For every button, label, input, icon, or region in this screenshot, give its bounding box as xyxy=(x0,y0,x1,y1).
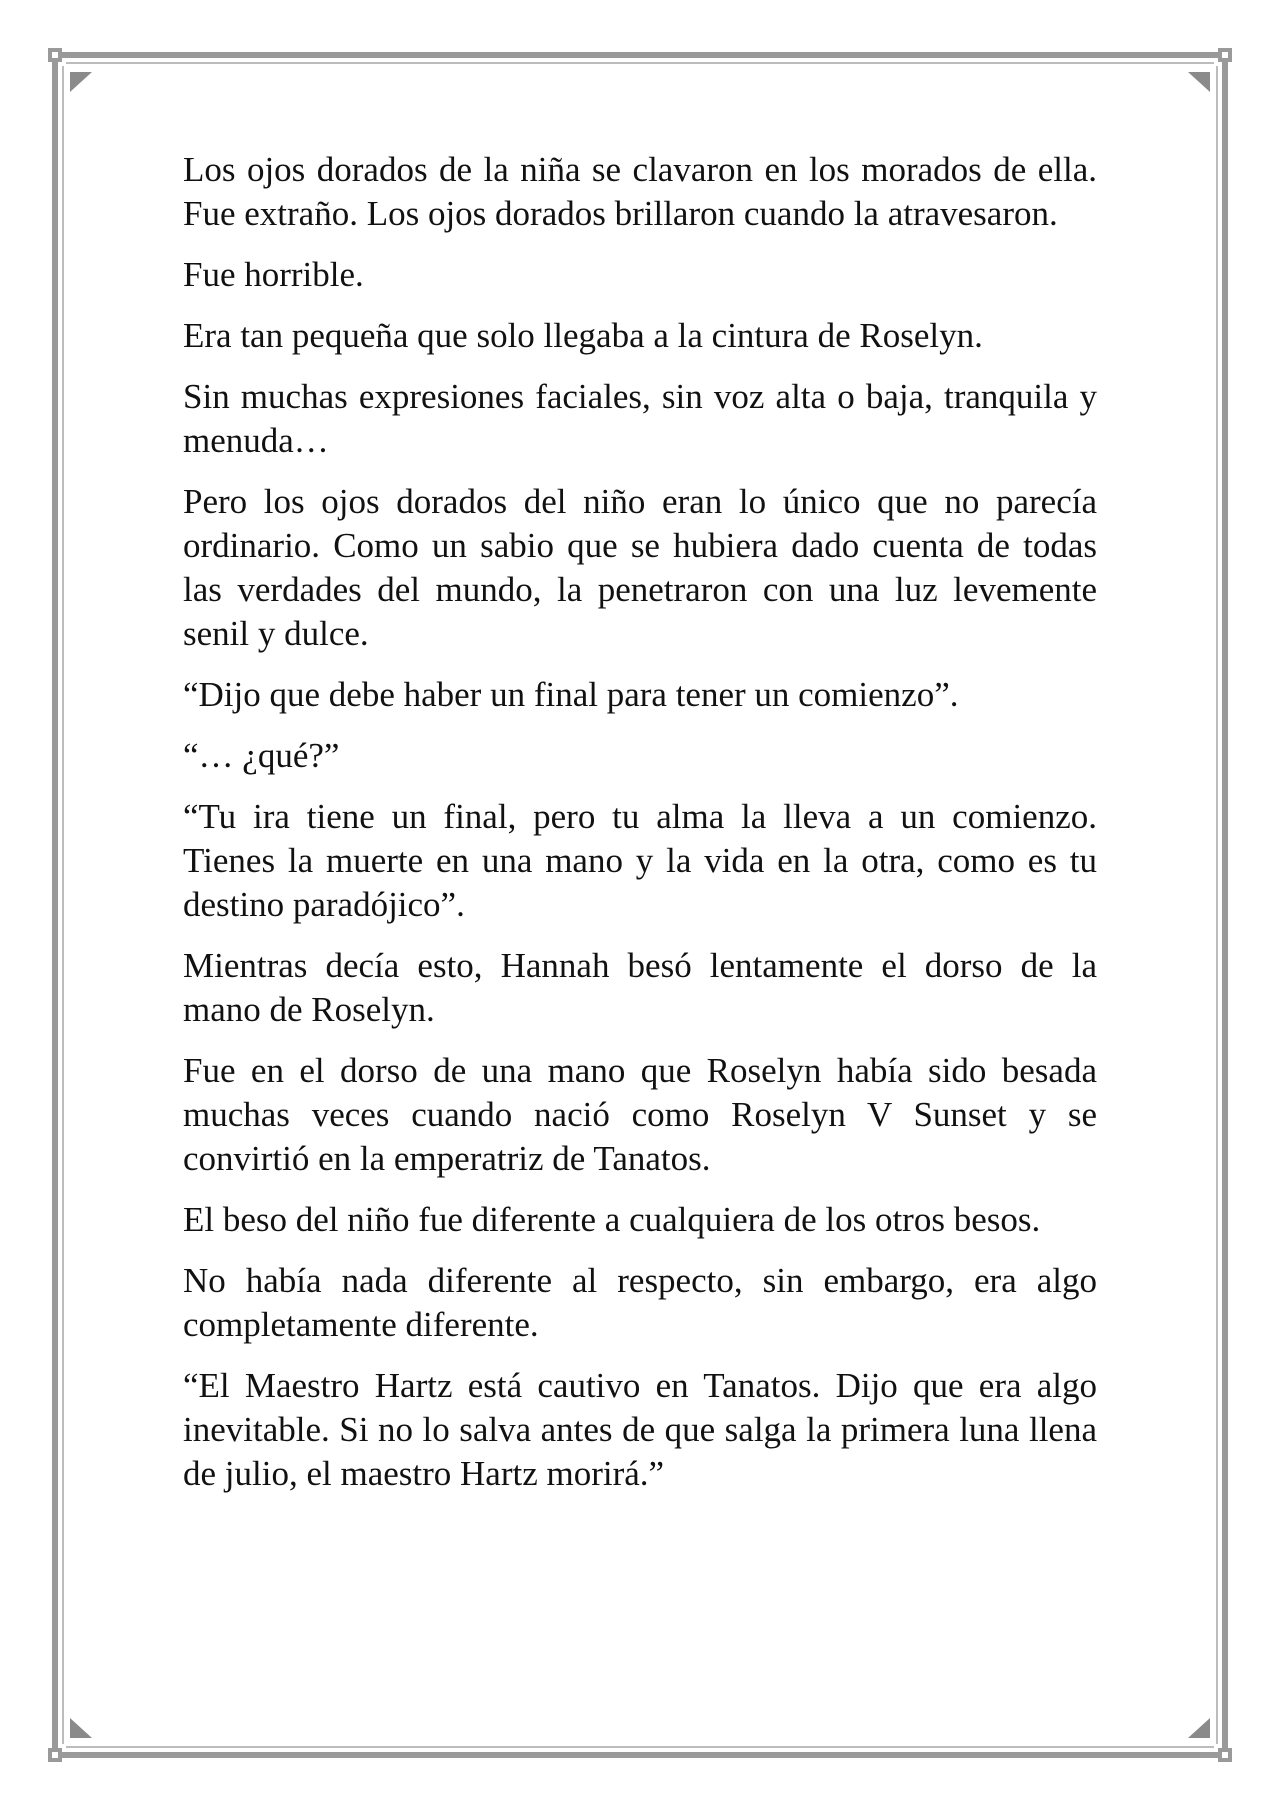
paragraph-4: Sin muchas expresiones faciales, sin voz alta o baja, tranquila y menuda… xyxy=(183,377,1097,460)
paragraph-8: “Tu ira tiene un final, pero tu alma la lleva a un comienzo. Tienes la muerte en una mano y la vida en la otra, como es tu destino paradójico”. xyxy=(183,797,1097,924)
paragraph-3: Era tan pequeña que solo llegaba a la cintura de Roselyn. xyxy=(183,316,983,355)
paragraph-10: Fue en el dorso de una mano que Roselyn había sido besada muchas veces cuando nació como Roselyn V Sunset y se convirtió en la emperatriz de Tanatos. xyxy=(183,1051,1097,1178)
paragraph-2: Fue horrible. xyxy=(183,255,364,294)
paragraph-9: Mientras decía esto, Hannah besó lentamente el dorso de la mano de Roselyn. xyxy=(183,946,1097,1029)
paragraph-12: No había nada diferente al respecto, sin embargo, era algo completamente diferente. xyxy=(183,1261,1097,1344)
paragraph-6: “Dijo que debe haber un final para tener un comienzo”. xyxy=(183,675,959,714)
paragraph-11: El beso del niño fue diferente a cualquiera de los otros besos. xyxy=(183,1200,1041,1239)
body-text xyxy=(183,148,1097,1513)
paragraph-5: Pero los ojos dorados del niño eran lo único que no parecía ordinario. Como un sabio que se hubiera dado cuenta de todas las verdades del mundo, la penetraron con una luz levemente senil y dulce. xyxy=(183,482,1097,653)
paragraph-13: “El Maestro Hartz está cautivo en Tanatos. Dijo que era algo inevitable. Si no lo salva antes de que salga la primera luna llena de julio, el maestro Hartz morirá.” xyxy=(183,1366,1097,1493)
paragraph-1: Los ojos dorados de la niña se clavaron en los morados de ella. Fue extraño. Los ojos dorados brillaron cuando la atravesaron. xyxy=(183,150,1097,233)
paragraph-7: “… ¿qué?” xyxy=(183,736,340,775)
